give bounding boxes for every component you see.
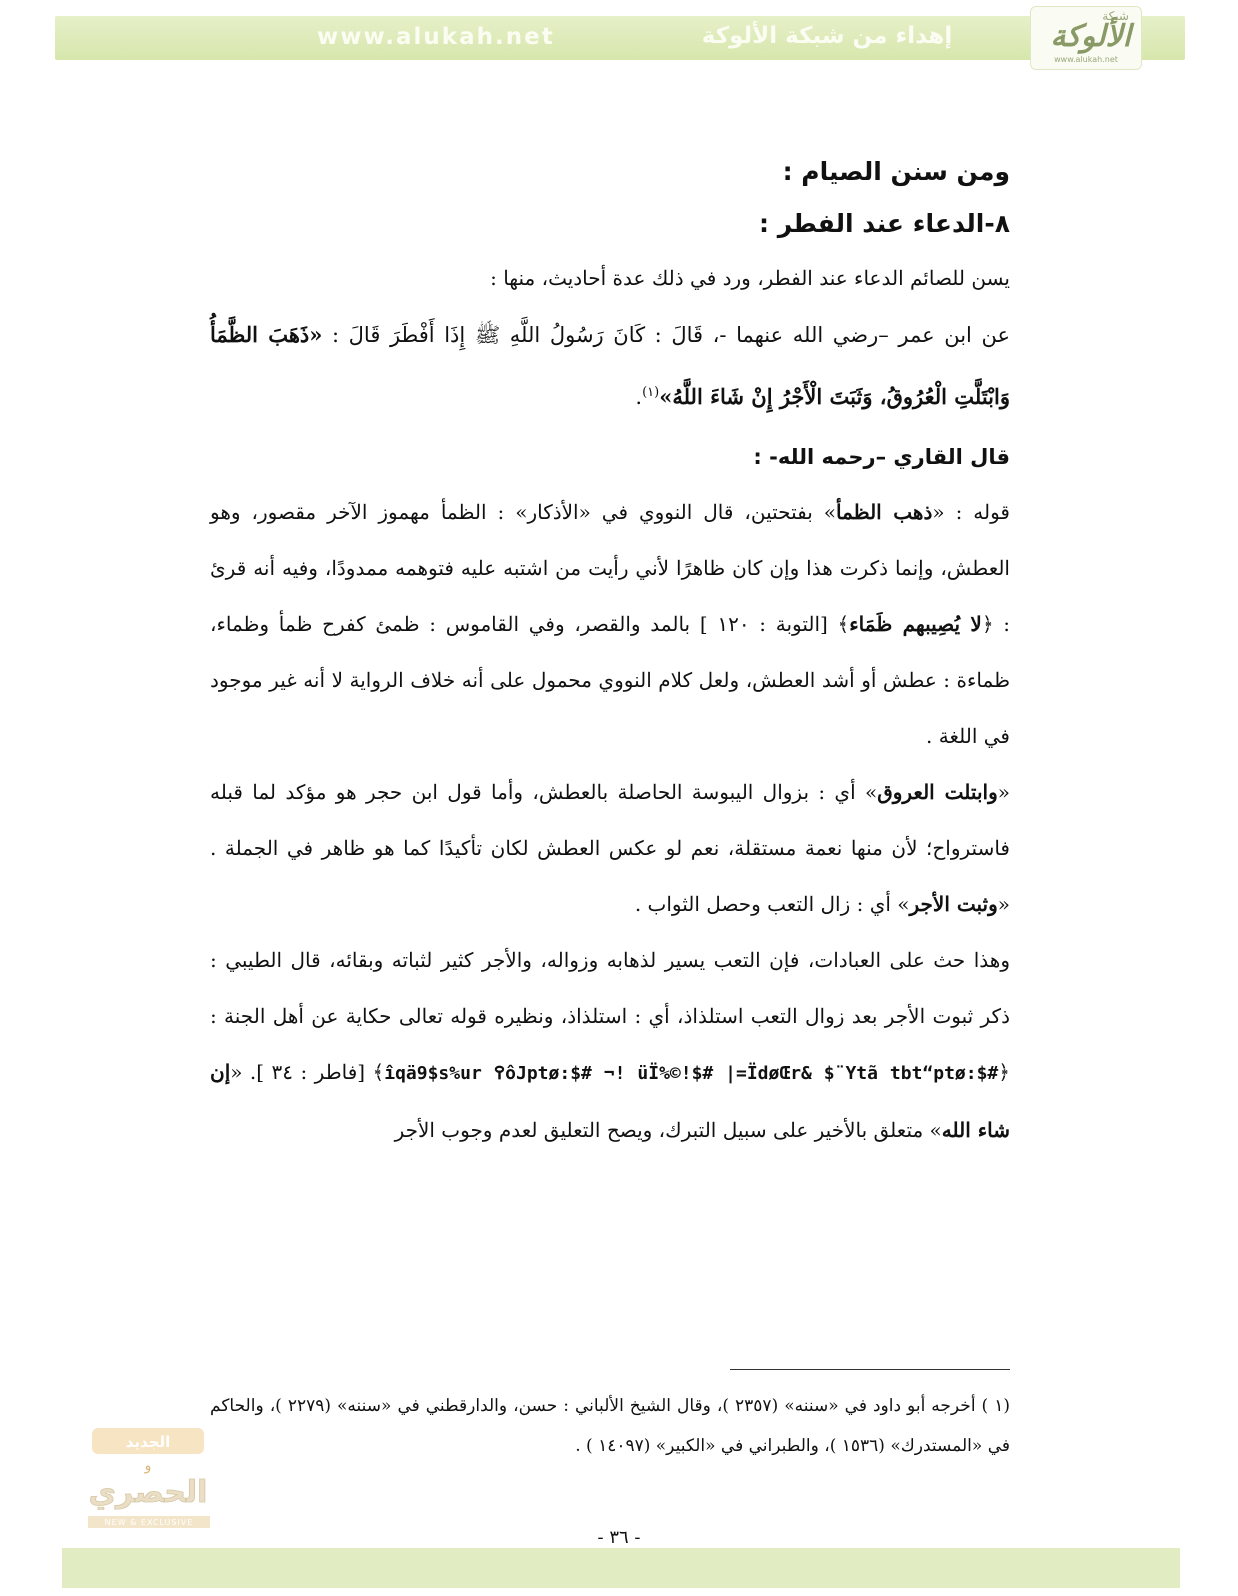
footnote: (١ ) أخرجه أبو داود في «سننه» (٢٣٥٧ )، وقال الشيخ الألباني : حسن، والدارقطني في «سننه» (٢٢٧٩ )، والحاكم في «المستدرك» (١٥٣٦ )، والطبراني في «الكبير» (١٤٠٩٧ ) . xyxy=(210,1396,1010,1456)
badge-mid-text: و xyxy=(144,1458,152,1474)
p1-text-a: قوله : « xyxy=(932,500,1010,524)
badge-top-text: الجديد xyxy=(125,1433,171,1451)
p2-bold-phrase: وابتلت العروق xyxy=(877,780,998,804)
hadith-end: . xyxy=(635,385,643,409)
p3-garbled-quran: îqä9$s%ur ߉ôJptø:$# ¬! üÏ%©!$# |=ÏdøŒr& $¨Ytã tbt“ptø:$# xyxy=(384,1063,999,1084)
badge-bottom-text: NEW & EXCLUSIVE xyxy=(104,1518,194,1527)
badge-icon xyxy=(84,1420,214,1530)
paragraph-1 xyxy=(210,484,1010,764)
p3-text-a: وهذا حث على العبادات، فإن التعب يسير لذهابه وزواله، والأجر كثير لثباته وبقائه، قال الطيبي : ذكر ثبوت الأجر بعد زوال التعب استلذاذ، أي : استلذاذ، ونظيره قوله تعالى حكاية عن أهل الجنة : ﴿ xyxy=(210,948,1010,1084)
p2-text-e: » أي : زال التعب وحصل الثواب . xyxy=(634,892,910,916)
paragraph-3 xyxy=(210,932,1010,1158)
p2-bold-phrase-2: وثبت الأجر xyxy=(909,892,998,916)
p3-text-c: ﴾ [فاطر : ٣٤ ]. « xyxy=(230,1060,385,1084)
footnote-separator xyxy=(730,1369,1010,1370)
p3-bold-phrase: إن شاء الله xyxy=(210,1060,1010,1142)
page-footer-banner xyxy=(62,1548,1180,1588)
header-url[interactable]: www.alukah.net xyxy=(317,24,555,50)
p1-text-c: » بفتحتين، قال النووي في «الأذكار» : الظمأ مهموز الآخر مقصور، وهو العطش، وإنما ذكرت هذا وإن كان ظاهرًا لأني رأيت من اشتبه عليه فتوهمه ممدودًا، وفيه أنه قرئ : ﴿ xyxy=(210,500,1010,636)
p2-text-c: » أي : بزوال اليبوسة الحاصلة بالعطش، وأما قول ابن حجر هو مؤكد لما قبله فاسترواح؛ لأن منها نعمة مستقلة، نعم لو عكس العطش لكان تأكيدًا كما هو ظاهر في الجملة . « xyxy=(210,780,1010,916)
p1-text-e: ﴾ [التوبة : ١٢٠ ] بالمد والقصر، وفي القاموس : ظمئ كفرح ظمأ وظماء، ظماءة : عطش أو أشد العطش، ولعل كلام النووي محمول على أنه خلاف الرواية لا أنه غير موجود في اللغة . xyxy=(210,612,1010,748)
page-header-banner xyxy=(55,16,1185,60)
intro-paragraph: يسن للصائم الدعاء عند الفطر، ورد في ذلك عدة أحاديث، منها : xyxy=(490,266,1010,290)
section-heading: ومن سنن الصيام : xyxy=(782,157,1010,186)
footnote-ref[interactable]: (١) xyxy=(642,385,660,400)
logo-top-text: شبكة xyxy=(1102,9,1129,23)
logo-main-text: الألوكة xyxy=(1050,19,1131,54)
page-number: - ٣٦ - xyxy=(597,1527,641,1548)
hadith-paragraph xyxy=(210,306,1010,426)
p3-text-e: » متعلق بالأخير على سبيل التبرك، ويصح التعليق لعدم وجوب الأجر xyxy=(394,1118,942,1142)
qari-heading: قال القاري –رحمه الله- : xyxy=(753,445,1010,469)
p1-quran-phrase: لا يُصِيبهم ظَمَاء xyxy=(849,612,982,636)
logo-url-text: www.alukah.net xyxy=(1054,55,1118,64)
p1-bold-phrase: ذهب الظمأ xyxy=(836,500,933,524)
new-exclusive-badge xyxy=(84,1420,214,1530)
hadith-text: «ذَهَبَ الظَّمَأُ وَابْتَلَّتِ الْعُرُوقُ، وَثَبَتَ الْأَجْرُ إِنْ شَاءَ اللَّهُ» xyxy=(210,322,1010,409)
section-subheading: ٨-الدعاء عند الفطر : xyxy=(759,209,1010,238)
header-gift-text: إهداء من شبكة الألوكة xyxy=(701,23,953,49)
paragraph-2 xyxy=(210,764,1010,932)
hadith-intro: عن ابن عمر –رضي الله عنهما -، قَالَ : كَانَ رَسُولُ اللَّهِ ﷺ إِذَا أَفْطَرَ قَالَ : xyxy=(322,323,1010,347)
alukah-logo xyxy=(1030,6,1142,70)
badge-main-text: الحصري xyxy=(88,1475,208,1510)
page-body xyxy=(210,146,1010,1158)
p2-text-a: « xyxy=(997,780,1010,804)
